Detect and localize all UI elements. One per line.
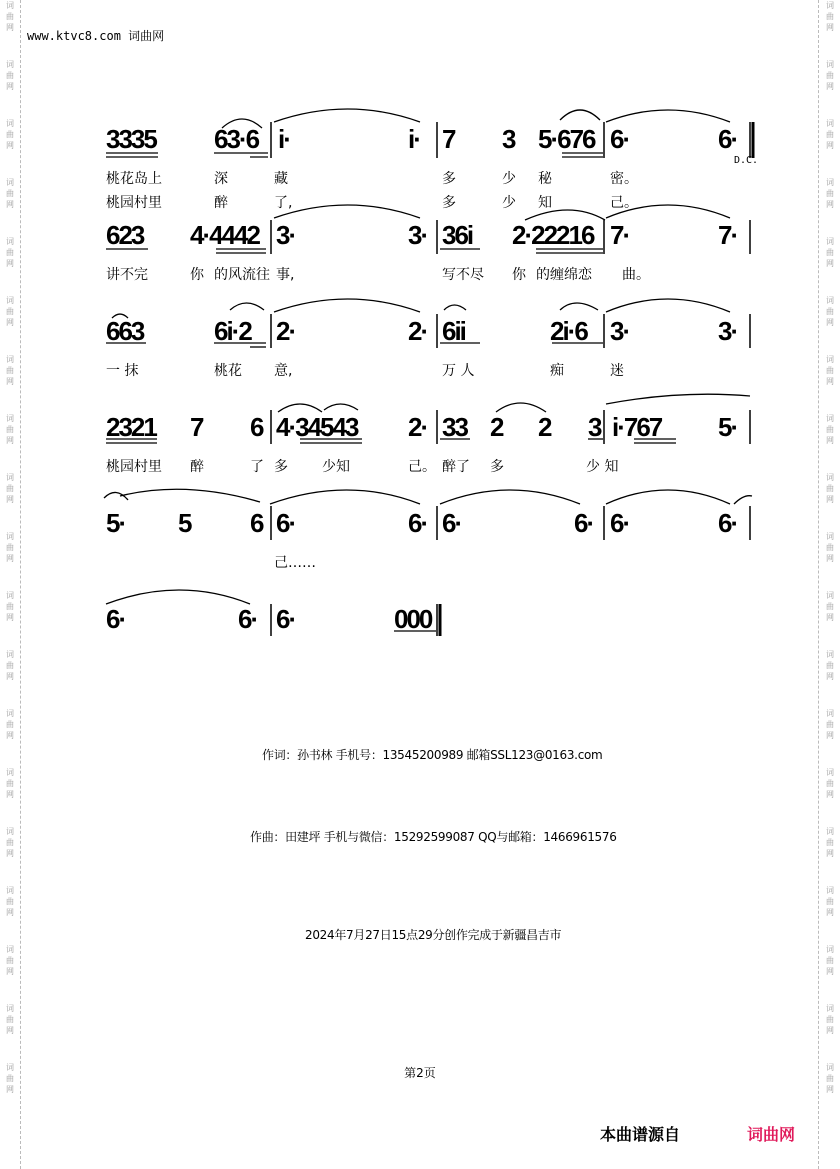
watermark-char: 网 <box>6 23 14 32</box>
note: 6· <box>718 508 738 538</box>
lyric: 意, <box>274 363 293 379</box>
lyric: 深 <box>214 171 228 187</box>
watermark-char: 词 <box>826 768 834 777</box>
watermark-char: 词 <box>6 768 14 777</box>
lyric: 的缠绵恋 <box>536 267 592 283</box>
note: 663 <box>106 316 144 346</box>
watermark-char: 词 <box>6 296 14 305</box>
watermark-char: 曲 <box>6 425 14 434</box>
note: 63·6 <box>214 124 259 154</box>
watermark-char: 词 <box>826 119 834 128</box>
watermark-char: 曲 <box>6 1074 14 1083</box>
watermark-char: 曲 <box>6 543 14 552</box>
watermark-char: 词 <box>826 945 834 954</box>
watermark-char: 曲 <box>826 838 834 847</box>
watermark-char: 曲 <box>826 425 834 434</box>
lyric: 少 <box>502 195 516 211</box>
watermark-char: 网 <box>6 200 14 209</box>
watermark-char: 网 <box>826 318 834 327</box>
watermark-char: 网 <box>826 141 834 150</box>
lyric: 藏 <box>274 171 288 187</box>
watermark-char: 词 <box>6 1063 14 1072</box>
watermark-char: 词 <box>6 1 14 10</box>
watermark-char: 曲 <box>826 248 834 257</box>
watermark-char: 曲 <box>6 838 14 847</box>
note: 5· <box>718 412 738 442</box>
note: 7· <box>610 220 630 250</box>
note: 2· <box>408 316 428 346</box>
note: 7 <box>190 412 203 442</box>
watermark-char: 曲 <box>6 307 14 316</box>
note: 33 <box>442 412 467 442</box>
lyric: 了, <box>274 195 293 211</box>
watermark-char: 网 <box>6 318 14 327</box>
lyric: 的风流往 <box>214 267 270 283</box>
page-number: 第2页 <box>404 1066 436 1080</box>
lyricist-credit: 作词：孙书林 手机号：13545200989 邮箱SSL123@0163.com <box>262 748 603 762</box>
watermark-char: 网 <box>6 908 14 917</box>
watermark-char: 曲 <box>6 661 14 670</box>
watermark-char: 词 <box>826 709 834 718</box>
note: 6· <box>238 604 258 634</box>
note: 6· <box>610 124 630 154</box>
note: 2 <box>538 412 551 442</box>
watermark-char: 词 <box>826 1 834 10</box>
watermark-char: 网 <box>826 23 834 32</box>
source-label: 本曲谱源自 <box>600 1125 681 1144</box>
watermark-char: 曲 <box>6 897 14 906</box>
watermark-char: 曲 <box>826 1015 834 1024</box>
watermark-char: 曲 <box>826 307 834 316</box>
note: 4·4442 <box>190 220 259 250</box>
note: 6· <box>610 508 630 538</box>
lyric: 少 知 <box>586 459 619 475</box>
lyric: 知 <box>538 195 552 211</box>
watermark-char: 曲 <box>826 956 834 965</box>
note: 6· <box>276 508 296 538</box>
note: 2 <box>490 412 503 442</box>
note: i·767 <box>612 412 662 442</box>
watermark-char: 曲 <box>826 130 834 139</box>
watermark-char: 词 <box>826 296 834 305</box>
note: 6· <box>442 508 462 538</box>
watermark-char: 网 <box>826 967 834 976</box>
watermark-char: 词 <box>826 886 834 895</box>
watermark-char: 词 <box>826 650 834 659</box>
note: 000 <box>394 604 432 634</box>
watermark-char: 曲 <box>826 602 834 611</box>
lyric: 曲。 <box>622 267 650 283</box>
note: i· <box>408 124 420 154</box>
lyric: 醉 <box>190 459 204 475</box>
watermark-char: 词 <box>6 355 14 364</box>
watermark-char: 词 <box>6 178 14 187</box>
watermark-char: 曲 <box>6 779 14 788</box>
watermark-char: 曲 <box>826 189 834 198</box>
source-brand-link[interactable]: 词曲网 <box>747 1125 796 1144</box>
watermark-char: 曲 <box>826 720 834 729</box>
watermark-char: 网 <box>6 1026 14 1035</box>
note: 6· <box>718 124 738 154</box>
watermark-char: 曲 <box>6 71 14 80</box>
lyric: 己。 <box>610 195 638 211</box>
note: 3 <box>502 124 515 154</box>
note: 2i·6 <box>550 316 587 346</box>
watermark-char: 词 <box>6 945 14 954</box>
note: 6· <box>408 508 428 538</box>
composer-credit: 作曲：田建坪 手机与微信：15292599087 QQ与邮箱：1466961576 <box>250 830 617 844</box>
lyric: 桃园村里 <box>106 195 162 211</box>
creation-date: 2024年7月27日15点29分创作完成于新疆昌吉市 <box>305 928 562 942</box>
watermark-char: 曲 <box>6 602 14 611</box>
note: 623 <box>106 220 144 250</box>
watermark-char: 词 <box>826 60 834 69</box>
watermark-char: 曲 <box>6 956 14 965</box>
lyric: 多 <box>442 195 456 211</box>
lyric: 少 <box>502 171 516 187</box>
watermark-char: 词 <box>6 650 14 659</box>
lyric: 迷 <box>610 363 624 379</box>
watermark-char: 词 <box>826 473 834 482</box>
lyric: 事, <box>276 267 295 283</box>
lyric: 少知 <box>322 459 350 475</box>
lyric: 一 抹 <box>106 363 139 379</box>
note: 2· <box>408 412 428 442</box>
watermark-char: 词 <box>6 532 14 541</box>
watermark-char: 网 <box>6 259 14 268</box>
lyric: 多 <box>274 459 288 475</box>
watermark-char: 曲 <box>6 366 14 375</box>
lyric: 醉 <box>214 195 228 211</box>
note: i· <box>278 124 290 154</box>
watermark-char: 曲 <box>826 779 834 788</box>
note: 3· <box>718 316 738 346</box>
watermark-char: 词 <box>826 1063 834 1072</box>
watermark-char: 曲 <box>826 12 834 21</box>
watermark-char: 网 <box>826 613 834 622</box>
watermark-char: 网 <box>6 82 14 91</box>
note: 7· <box>718 220 738 250</box>
watermark-char: 曲 <box>826 661 834 670</box>
note: 3· <box>408 220 428 250</box>
note: 6ii <box>442 316 465 346</box>
watermark-char: 曲 <box>826 543 834 552</box>
watermark-char: 网 <box>6 731 14 740</box>
watermark-char: 词 <box>6 827 14 836</box>
lyric: 桃园村里 <box>106 459 162 475</box>
note: 6· <box>574 508 594 538</box>
note: 4·34543 <box>276 412 358 442</box>
note: 36i <box>442 220 473 250</box>
note: 6i·2 <box>214 316 251 346</box>
watermark-char: 词 <box>826 355 834 364</box>
lyric: 痴 <box>550 363 564 379</box>
watermark-char: 词 <box>826 532 834 541</box>
watermark-char: 网 <box>6 377 14 386</box>
lyric: 密。 <box>610 171 638 187</box>
lyric: 了 <box>250 459 264 475</box>
watermark-char: 网 <box>826 731 834 740</box>
watermark-char: 网 <box>6 967 14 976</box>
watermark-char: 曲 <box>6 12 14 21</box>
note: 6· <box>106 604 126 634</box>
note: 7 <box>442 124 455 154</box>
watermark-char: 词 <box>826 1004 834 1013</box>
note: 6 <box>250 508 263 538</box>
watermark-char: 词 <box>6 1004 14 1013</box>
watermark-char: 网 <box>6 554 14 563</box>
watermark-char: 网 <box>826 82 834 91</box>
lyric: 秘 <box>538 171 552 187</box>
watermark-char: 词 <box>826 237 834 246</box>
watermark-char: 曲 <box>6 189 14 198</box>
lyric: 桃花岛上 <box>106 171 162 187</box>
note: 5·676 <box>538 124 595 154</box>
watermark-char: 网 <box>826 554 834 563</box>
lyric: 桃花 <box>214 363 242 379</box>
watermark-char: 曲 <box>826 366 834 375</box>
watermark-char: 词 <box>6 473 14 482</box>
watermark-char: 曲 <box>6 484 14 493</box>
note: 6· <box>276 604 296 634</box>
watermark-char: 曲 <box>6 720 14 729</box>
watermark-char: 网 <box>826 495 834 504</box>
watermark-char: 曲 <box>826 897 834 906</box>
watermark-char: 网 <box>826 849 834 858</box>
note: 5· <box>106 508 126 538</box>
lyric: 万 人 <box>442 363 475 379</box>
watermark-char: 网 <box>826 436 834 445</box>
lyric: 写不尽 <box>442 267 484 283</box>
lyric: 讲不完 <box>106 267 148 283</box>
watermark-char: 网 <box>826 259 834 268</box>
watermark-char: 网 <box>826 672 834 681</box>
watermark-char: 网 <box>6 672 14 681</box>
watermark-char: 词 <box>6 237 14 246</box>
watermark-char: 网 <box>6 436 14 445</box>
note: 6 <box>250 412 263 442</box>
watermark-char: 词 <box>6 119 14 128</box>
note: 3335 <box>106 124 156 154</box>
site-header[interactable]: www.ktvc8.com 词曲网 <box>27 29 165 43</box>
lyric: 醉了 <box>442 459 470 475</box>
watermark-char: 曲 <box>6 1015 14 1024</box>
watermark-char: 曲 <box>6 130 14 139</box>
watermark-char: 网 <box>826 1085 834 1094</box>
note: 3· <box>610 316 630 346</box>
watermark-char: 网 <box>6 141 14 150</box>
lyric: 你 <box>512 267 526 283</box>
note: 5 <box>178 508 191 538</box>
watermark-char: 词 <box>826 827 834 836</box>
watermark-char: 网 <box>826 377 834 386</box>
note: 2·22216 <box>512 220 594 250</box>
lyric: 多 <box>442 171 456 187</box>
watermark-char: 网 <box>6 790 14 799</box>
watermark-char: 词 <box>826 591 834 600</box>
watermark-char: 曲 <box>826 1074 834 1083</box>
watermark-char: 词 <box>6 886 14 895</box>
lyric: 你 <box>190 267 204 283</box>
watermark-char: 词 <box>6 414 14 423</box>
watermark-char: 词 <box>6 591 14 600</box>
note: 2· <box>276 316 296 346</box>
watermark-char: 网 <box>6 613 14 622</box>
watermark-char: 网 <box>6 1085 14 1094</box>
watermark-char: 曲 <box>6 248 14 257</box>
note: 3· <box>276 220 296 250</box>
dc-mark: D.C. <box>734 155 759 166</box>
watermark-char: 网 <box>826 908 834 917</box>
note: 2321 <box>106 412 156 442</box>
lyric: 己。 <box>408 459 436 475</box>
watermark-char: 曲 <box>826 71 834 80</box>
watermark-char: 网 <box>6 495 14 504</box>
watermark-char: 曲 <box>826 484 834 493</box>
watermark-char: 词 <box>826 414 834 423</box>
lyric: 己…… <box>274 555 316 571</box>
watermark-char: 词 <box>6 60 14 69</box>
watermark-char: 网 <box>826 1026 834 1035</box>
lyric: 多 <box>490 459 504 475</box>
watermark-char: 词 <box>6 709 14 718</box>
note: 3 <box>588 412 601 442</box>
watermark-char: 网 <box>6 849 14 858</box>
watermark-char: 网 <box>826 790 834 799</box>
watermark-char: 网 <box>826 200 834 209</box>
watermark-char: 词 <box>826 178 834 187</box>
